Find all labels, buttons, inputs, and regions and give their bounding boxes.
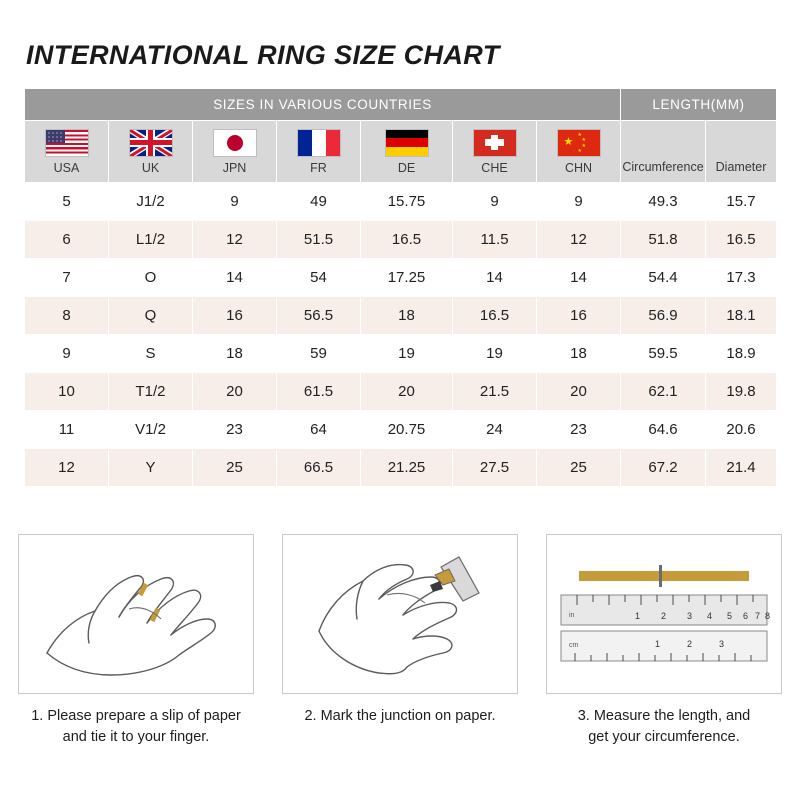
cell-chn: 12 [537,221,621,259]
cell-circumference: 62.1 [621,373,706,411]
svg-text:3: 3 [719,639,725,649]
step-3-line2: get your circumference. [588,729,740,745]
cell-jpn: 18 [193,335,277,373]
cell-fr: 59 [277,335,361,373]
cell-che: 11.5 [453,221,537,259]
cell-diameter: 17.3 [706,259,777,297]
cell-che: 19 [453,335,537,373]
table-row [25,411,777,449]
cell-fr: 56.5 [277,297,361,335]
cell-circumference: 59.5 [621,335,706,373]
cell-fr: 66.5 [277,449,361,487]
column-code-uk: UK [141,160,160,175]
cell-uk: J1/2 [109,183,193,221]
cell-usa: 9 [25,335,109,373]
step-2 [282,534,518,748]
group-header-countries: SIZES IN VARIOUS COUNTRIES [25,89,621,121]
flag-japan-icon [213,129,257,157]
column-code-de: DE [397,160,416,175]
cell-circumference: 49.3 [621,183,706,221]
cell-uk: Q [109,297,193,335]
column-header-de [361,121,453,183]
cell-de: 15.75 [361,183,453,221]
svg-text:cm: cm [569,642,579,649]
column-header-jpn [193,121,277,183]
measurement-steps [18,534,782,748]
group-header-length: LENGTH(MM) [621,89,777,121]
column-code-usa: USA [53,160,80,175]
cell-diameter: 20.6 [706,411,777,449]
cell-fr: 64 [277,411,361,449]
cell-uk: V1/2 [109,411,193,449]
table-row [25,373,777,411]
table-row [25,297,777,335]
page-title: INTERNATIONAL RING SIZE CHART [26,40,500,70]
table-row [25,259,777,297]
cell-jpn: 12 [193,221,277,259]
cell-chn: 9 [537,183,621,221]
flag-france-icon [297,129,341,157]
svg-text:1: 1 [655,639,661,649]
column-header-diameter: Diameter [706,121,777,183]
cell-chn: 16 [537,297,621,335]
cell-chn: 20 [537,373,621,411]
cell-de: 21.25 [361,449,453,487]
flag-switzerland-icon [473,129,517,157]
table-row [25,335,777,373]
ring-size-table [24,88,777,487]
svg-text:6: 6 [743,611,749,621]
cell-uk: L1/2 [109,221,193,259]
size-chart-container [24,88,776,487]
cell-circumference: 64.6 [621,411,706,449]
table-row [25,449,777,487]
cell-fr: 49 [277,183,361,221]
column-header-che [453,121,537,183]
cell-usa: 8 [25,297,109,335]
cell-jpn: 23 [193,411,277,449]
cell-fr: 51.5 [277,221,361,259]
cell-che: 16.5 [453,297,537,335]
column-header-uk [109,121,193,183]
cell-jpn: 20 [193,373,277,411]
column-code-che: CHE [481,160,508,175]
cell-de: 19 [361,335,453,373]
cell-usa: 5 [25,183,109,221]
cell-diameter: 16.5 [706,221,777,259]
step-2-line1: 2. Mark the junction on paper. [304,708,496,724]
cell-diameter: 15.7 [706,183,777,221]
flag-china-icon: ★ ★ ★ ★ ★ [557,129,601,157]
svg-text:2: 2 [661,611,667,621]
cell-diameter: 21.4 [706,449,777,487]
cell-diameter: 18.9 [706,335,777,373]
cell-che: 14 [453,259,537,297]
svg-text:7: 7 [755,611,761,621]
table-flag-header-row [25,121,777,183]
cell-fr: 54 [277,259,361,297]
cell-de: 20 [361,373,453,411]
svg-text:4: 4 [707,611,713,621]
step-1-line1: 1. Please prepare a slip of paper [31,708,241,724]
cell-uk: O [109,259,193,297]
cell-jpn: 16 [193,297,277,335]
cell-che: 9 [453,183,537,221]
cell-usa: 7 [25,259,109,297]
cell-che: 24 [453,411,537,449]
cell-che: 21.5 [453,373,537,411]
cell-jpn: 9 [193,183,277,221]
cell-usa: 11 [25,411,109,449]
column-header-fr [277,121,361,183]
flag-germany-icon [385,129,429,157]
column-code-fr: FR [310,160,327,175]
cell-chn: 23 [537,411,621,449]
cell-jpn: 14 [193,259,277,297]
cell-de: 20.75 [361,411,453,449]
step-2-caption [282,706,518,727]
column-code-chn: CHN [564,160,593,175]
cell-circumference: 67.2 [621,449,706,487]
cell-uk: Y [109,449,193,487]
cell-uk: S [109,335,193,373]
step-3-line1: 3. Measure the length, and [577,708,751,724]
svg-text:3: 3 [687,611,693,621]
ruler-measuring-paper-strip-illustration [546,534,782,694]
cell-chn: 14 [537,259,621,297]
cell-uk: T1/2 [109,373,193,411]
step-1 [18,534,254,748]
cell-circumference: 54.4 [621,259,706,297]
cell-diameter: 19.8 [706,373,777,411]
column-code-jpn: JPN [222,160,247,175]
hand-marking-paper-with-pen-illustration [282,534,518,694]
flag-usa-icon [45,129,89,157]
step-1-line2: and tie it to your finger. [62,729,210,745]
cell-usa: 12 [25,449,109,487]
cell-che: 27.5 [453,449,537,487]
hand-with-paper-strip-illustration [18,534,254,694]
column-header-chn [537,121,621,183]
cell-chn: 18 [537,335,621,373]
table-row [25,183,777,221]
cell-diameter: 18.1 [706,297,777,335]
flag-uk-icon [129,129,173,157]
svg-text:1: 1 [635,611,641,621]
svg-text:5: 5 [727,611,733,621]
svg-text:2: 2 [687,639,693,649]
step-3 [546,534,782,748]
svg-text:8: 8 [765,611,771,621]
column-header-usa [25,121,109,183]
step-1-caption [18,706,254,748]
cell-fr: 61.5 [277,373,361,411]
cell-circumference: 56.9 [621,297,706,335]
cell-de: 16.5 [361,221,453,259]
column-header-circumference: Circumference [621,121,706,183]
cell-de: 17.25 [361,259,453,297]
cell-circumference: 51.8 [621,221,706,259]
cell-chn: 25 [537,449,621,487]
cell-de: 18 [361,297,453,335]
svg-text:in: in [569,612,575,619]
cell-usa: 10 [25,373,109,411]
table-row [25,221,777,259]
cell-usa: 6 [25,221,109,259]
cell-jpn: 25 [193,449,277,487]
step-3-caption [546,706,782,748]
table-group-header-row [25,89,777,121]
